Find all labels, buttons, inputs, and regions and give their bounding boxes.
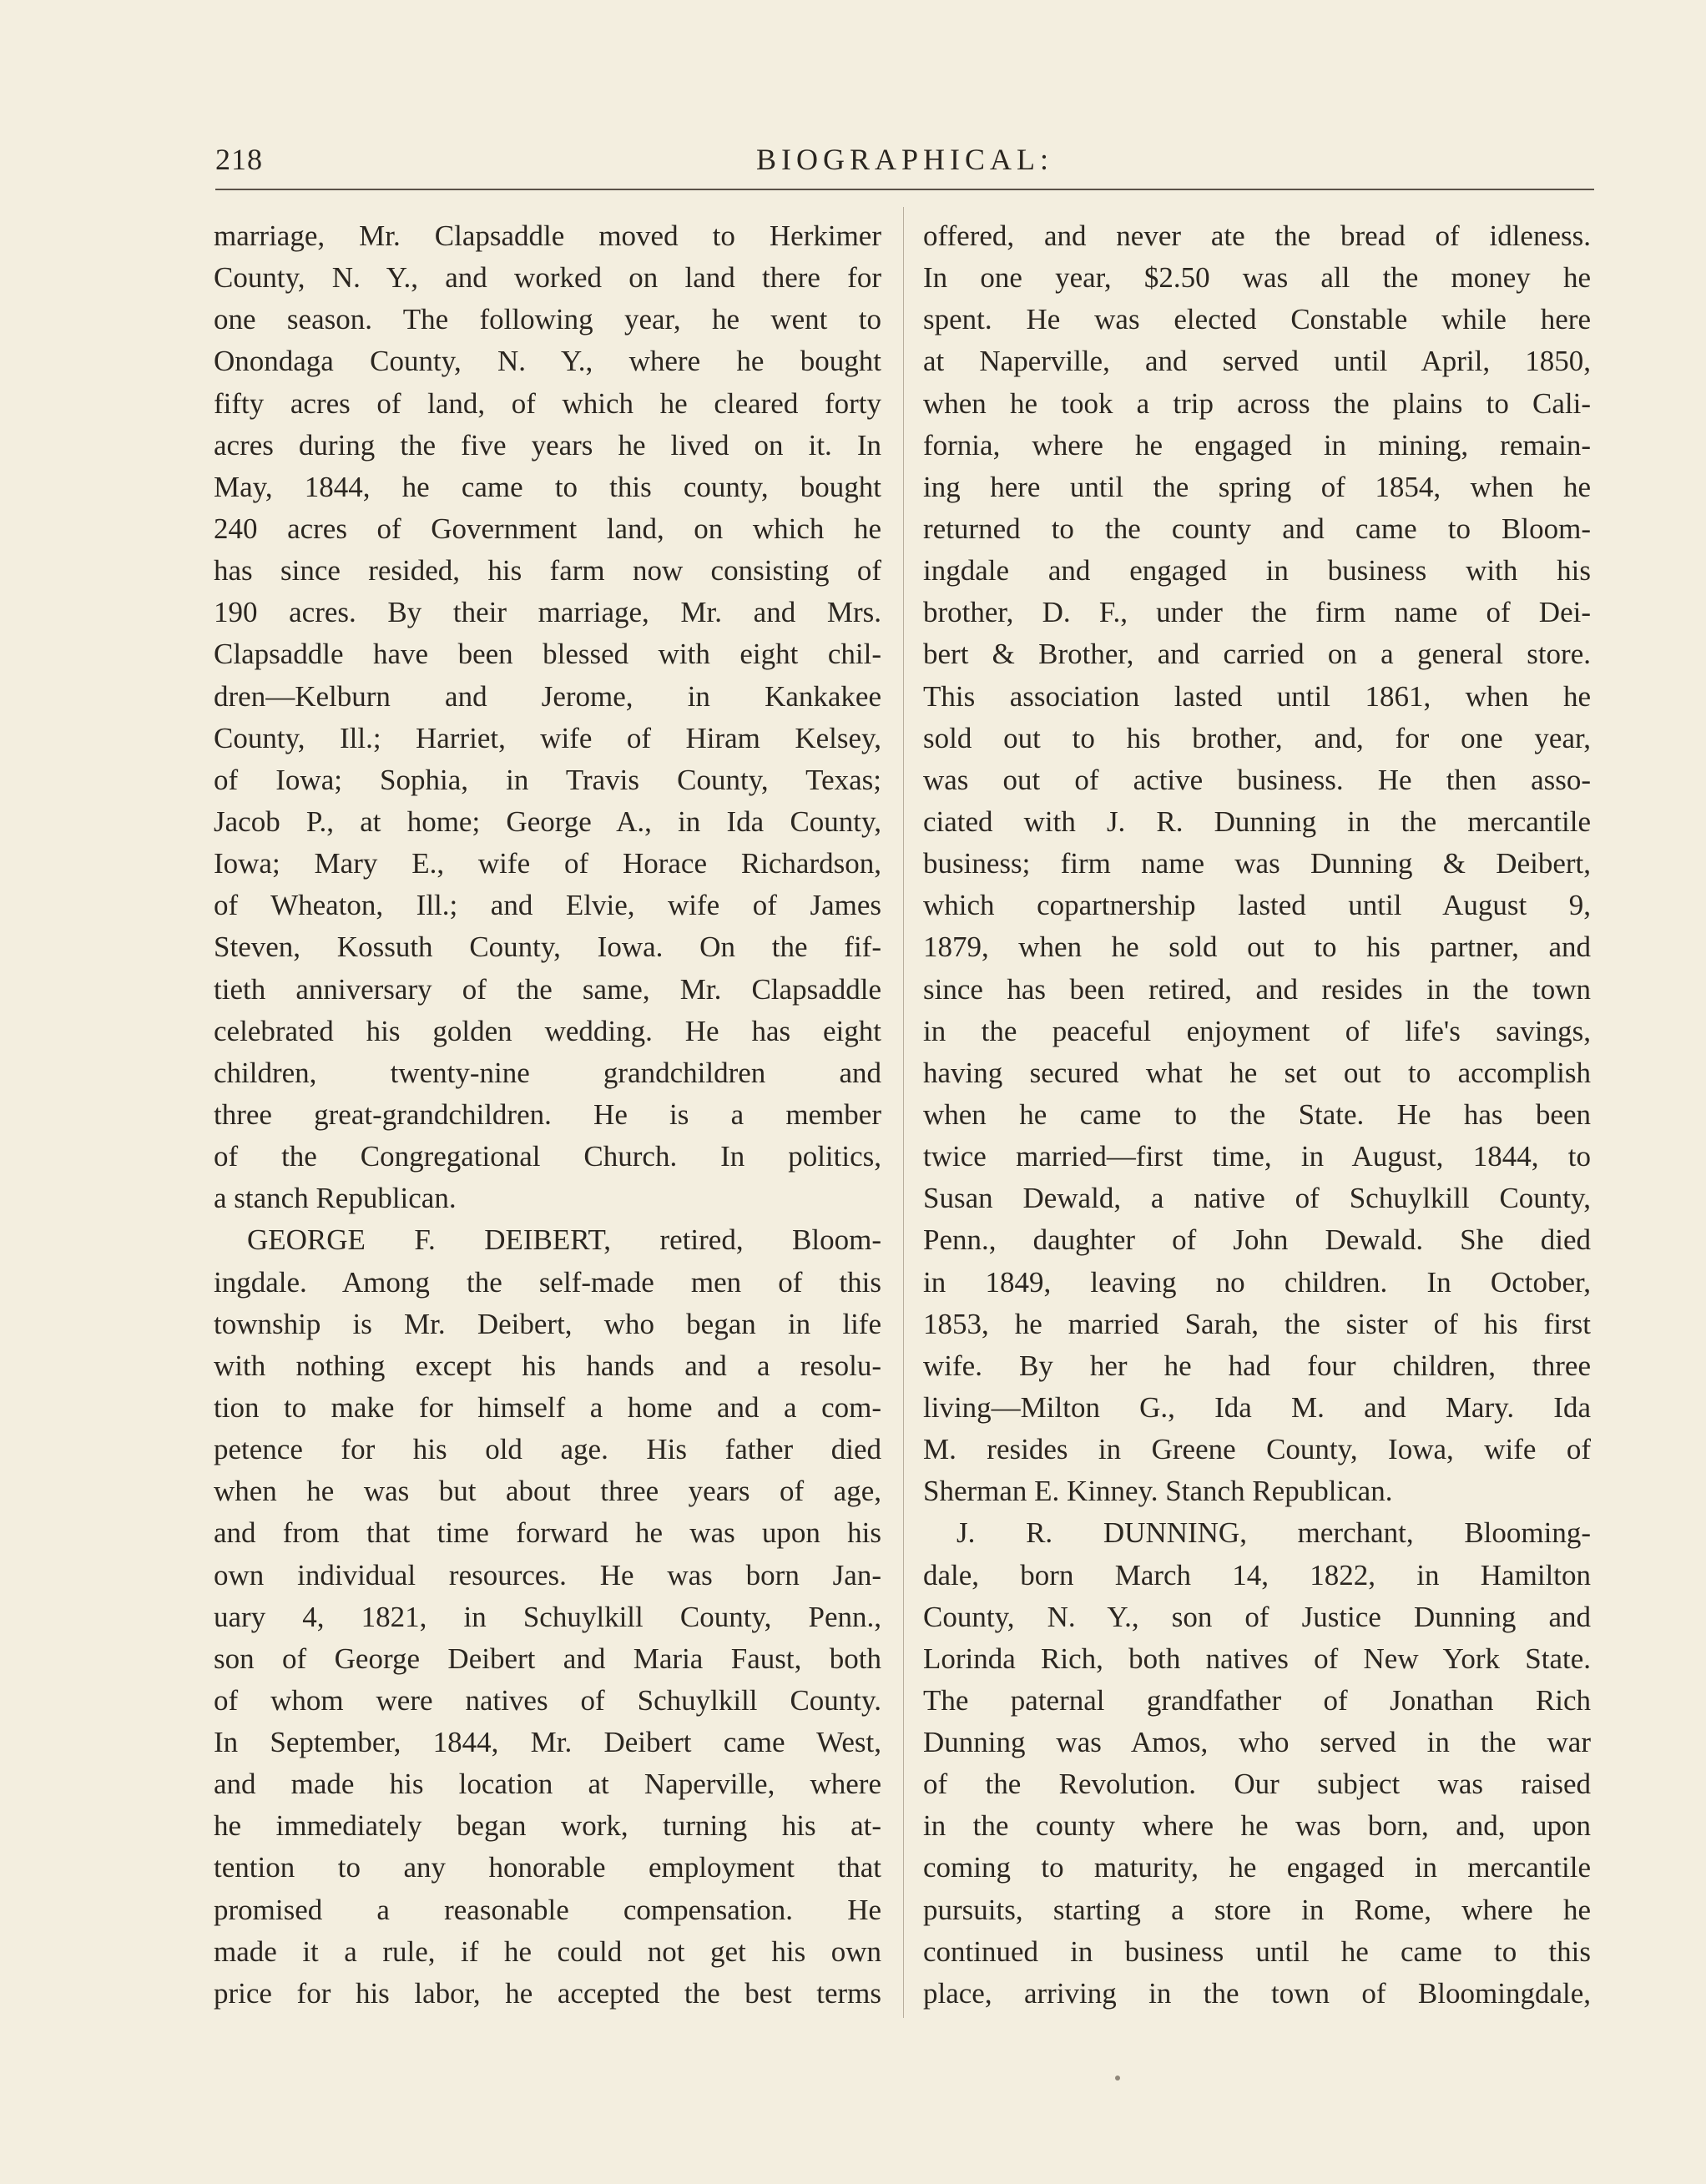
text-line: coming to maturity, he engaged in mercantile <box>923 1851 1591 1884</box>
text-line: with nothing except his hands and a resolu- <box>214 1349 881 1382</box>
text-line: Steven, Kossuth County, Iowa. On the fif- <box>214 931 881 964</box>
text-line: uary 4, 1821, in Schuylkill County, Penn., <box>214 1600 881 1633</box>
text-line: ciated with J. R. Dunning in the mercantile <box>923 804 1591 838</box>
text-line: bert & Brother, and carried on a general store. <box>923 638 1591 671</box>
text-line: 1879, when he sold out to his partner, and <box>923 931 1591 964</box>
text-line: Susan Dewald, a native of Schuylkill County, <box>923 1182 1591 1215</box>
text-line: children, twenty-nine grandchildren and <box>214 1056 881 1089</box>
text-line: pursuits, starting a store in Rome, where he <box>923 1893 1591 1926</box>
text-line: ingdale and engaged in business with his <box>923 554 1591 588</box>
text-line: at Naperville, and served until April, 1850, <box>923 345 1591 378</box>
text-line: Dunning was Amos, who served in the war <box>923 1726 1591 1759</box>
text-line: made it a rule, if he could not get his own <box>214 1934 881 1968</box>
text-line: since has been retired, and resides in the town <box>923 972 1591 1006</box>
text-line: of whom were natives of Schuylkill County. <box>214 1683 881 1717</box>
text-line: and from that time forward he was upon his <box>214 1516 881 1550</box>
text-line: dren—Kelburn and Jerome, in Kankakee <box>214 679 881 713</box>
text-line: of the Revolution. Our subject was raised <box>923 1768 1591 1801</box>
page-header <box>215 142 1594 185</box>
text-line: J. R. DUNNING, merchant, Blooming- <box>956 1516 1591 1550</box>
column-divider <box>903 207 904 2018</box>
text-line: Clapsaddle have been blessed with eight chil- <box>214 638 881 671</box>
text-line: when he came to the State. He has been <box>923 1097 1591 1131</box>
text-line: three great-grandchildren. He is a member <box>214 1097 881 1131</box>
text-line: fifty acres of land, of which he cleared forty <box>214 386 881 420</box>
text-line: of Iowa; Sophia, in Travis County, Texas; <box>214 763 881 796</box>
text-line: he immediately began work, turning his at- <box>214 1809 881 1843</box>
text-line: sold out to his brother, and, for one year, <box>923 721 1591 754</box>
text-line: Jacob P., at home; George A., in Ida County, <box>214 804 881 838</box>
text-line: 1853, he married Sarah, the sister of his first <box>923 1307 1591 1340</box>
text-line: tieth anniversary of the same, Mr. Clapsaddle <box>214 972 881 1006</box>
text-line: when he took a trip across the plains to Cali- <box>923 386 1591 420</box>
text-line: Sherman E. Kinney. Stanch Republican. <box>923 1475 1393 1508</box>
text-line: and made his location at Naperville, where <box>214 1768 881 1801</box>
left-column <box>214 215 881 2015</box>
text-line: brother, D. F., under the firm name of Dei- <box>923 596 1591 629</box>
text-line: son of George Deibert and Maria Faust, both <box>214 1642 881 1675</box>
text-line: price for his labor, he accepted the best terms <box>214 1976 881 2010</box>
text-line: offered, and never ate the bread of idleness. <box>923 219 1591 252</box>
text-line: in the county where he was born, and, upon <box>923 1809 1591 1843</box>
text-line: marriage, Mr. Clapsaddle moved to Herkimer <box>214 219 881 252</box>
page-number: 218 <box>215 143 263 176</box>
text-line: tention to any honorable employment that <box>214 1851 881 1884</box>
right-column <box>923 215 1591 2015</box>
text-line: returned to the county and came to Bloom- <box>923 512 1591 545</box>
text-line: living—Milton G., Ida M. and Mary. Ida <box>923 1390 1591 1424</box>
text-line: Iowa; Mary E., wife of Horace Richardson, <box>214 847 881 880</box>
text-line: in 1849, leaving no children. In October, <box>923 1265 1591 1299</box>
text-line: ingdale. Among the self-made men of this <box>214 1265 881 1299</box>
text-line: business; firm name was Dunning & Deibert, <box>923 847 1591 880</box>
text-line: was out of active business. He then asso- <box>923 763 1591 796</box>
text-line: twice married—first time, in August, 1844, to <box>923 1140 1591 1173</box>
text-line: having secured what he set out to accomplish <box>923 1056 1591 1089</box>
text-line: May, 1844, he came to this county, bought <box>214 470 881 503</box>
text-line: tion to make for himself a home and a com- <box>214 1390 881 1424</box>
text-line: has since resided, his farm now consisting of <box>214 554 881 588</box>
text-line: place, arriving in the town of Bloomingdale, <box>923 1976 1591 2010</box>
text-line: acres during the five years he lived on it. In <box>214 428 881 462</box>
text-line: continued in business until he came to this <box>923 1934 1591 1968</box>
text-line: Onondaga County, N. Y., where he bought <box>214 345 881 378</box>
text-line: 240 acres of Government land, on which he <box>214 512 881 545</box>
text-line: County, N. Y., and worked on land there for <box>214 261 881 295</box>
text-line: of Wheaton, Ill.; and Elvie, wife of James <box>214 889 881 922</box>
text-line: when he was but about three years of age, <box>214 1475 881 1508</box>
text-line: In September, 1844, Mr. Deibert came West, <box>214 1726 881 1759</box>
text-line: This association lasted until 1861, when he <box>923 679 1591 713</box>
text-line: celebrated his golden wedding. He has eight <box>214 1014 881 1047</box>
text-line: dale, born March 14, 1822, in Hamilton <box>923 1558 1591 1591</box>
text-line: own individual resources. He was born Jan- <box>214 1558 881 1591</box>
text-line: wife. By her he had four children, three <box>923 1349 1591 1382</box>
text-line: a stanch Republican. <box>214 1182 457 1215</box>
text-line: M. resides in Greene County, Iowa, wife of <box>923 1433 1591 1466</box>
text-line: one season. The following year, he went to <box>214 303 881 336</box>
text-line: In one year, $2.50 was all the money he <box>923 261 1591 295</box>
text-line: petence for his old age. His father died <box>214 1433 881 1466</box>
text-line: fornia, where he engaged in mining, remain- <box>923 428 1591 462</box>
text-line: Penn., daughter of John Dewald. She died <box>923 1223 1591 1257</box>
text-line: township is Mr. Deibert, who began in life <box>214 1307 881 1340</box>
text-line: County, N. Y., son of Justice Dunning and <box>923 1600 1591 1633</box>
text-line: ing here until the spring of 1854, when he <box>923 470 1591 503</box>
text-line: promised a reasonable compensation. He <box>214 1893 881 1926</box>
text-line: GEORGE F. DEIBERT, retired, Bloom- <box>247 1223 881 1257</box>
text-line: spent. He was elected Constable while here <box>923 303 1591 336</box>
text-line: of the Congregational Church. In politics, <box>214 1140 881 1173</box>
text-line: County, Ill.; Harriet, wife of Hiram Kelsey, <box>214 721 881 754</box>
text-line: in the peaceful enjoyment of life's savings, <box>923 1014 1591 1047</box>
running-head: BIOGRAPHICAL: <box>755 143 1053 176</box>
text-line: which copartnership lasted until August 9, <box>923 889 1591 922</box>
paper-speck <box>1115 2076 1120 2081</box>
header-rule <box>215 189 1594 190</box>
text-line: The paternal grandfather of Jonathan Rich <box>923 1683 1591 1717</box>
text-line: 190 acres. By their marriage, Mr. and Mrs. <box>214 596 881 629</box>
text-line: Lorinda Rich, both natives of New York State. <box>923 1642 1591 1675</box>
